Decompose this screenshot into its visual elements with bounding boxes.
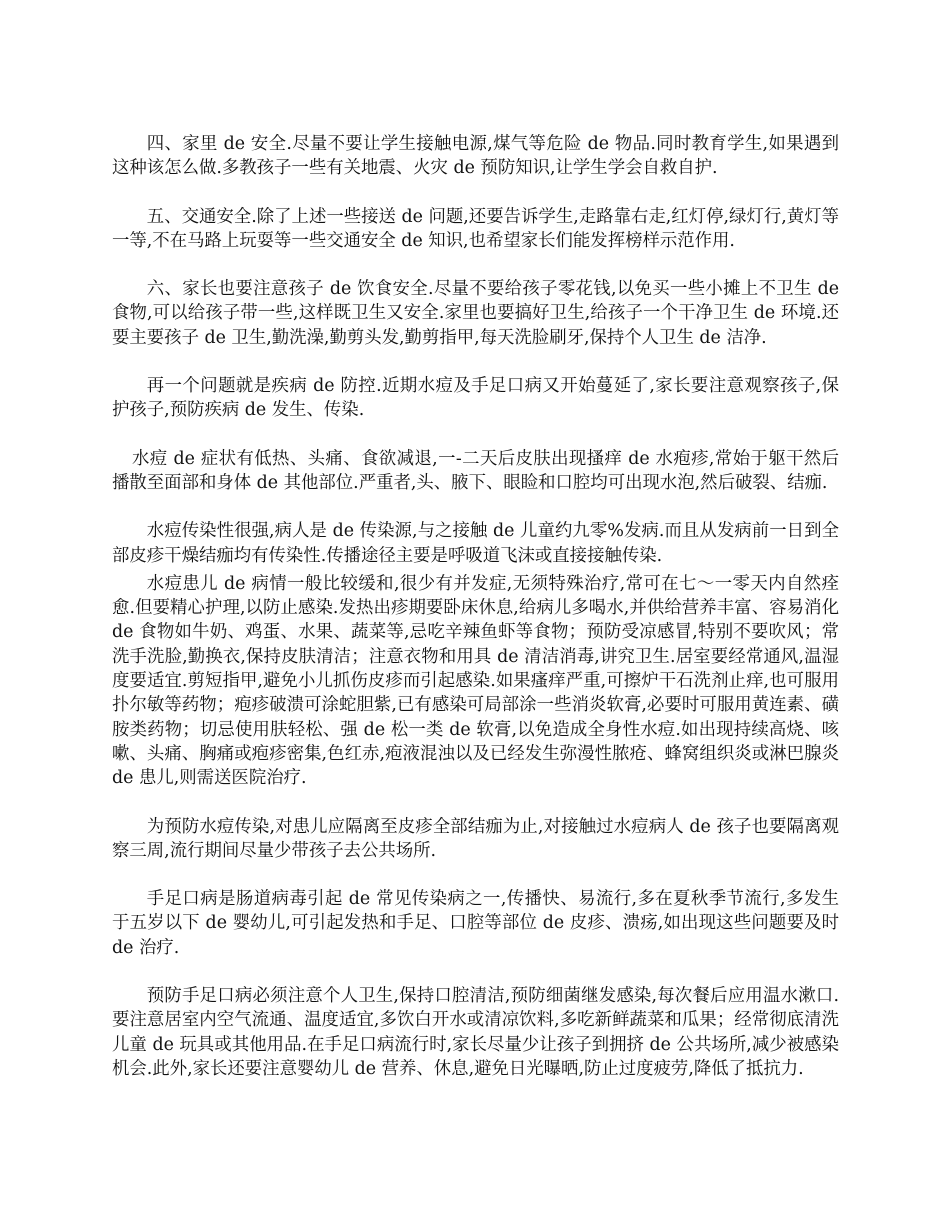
paragraph-hfmd-intro: 手足口病是肠道病毒引起 de 常见传染病之一,传播快、易流行,多在夏秋季节流行,多发生于五岁以下 de 婴幼儿,可引起发热和手足、口腔等部位 de 皮疹、溃疡,如出现这些问题要及时 de 治疗. <box>112 889 839 958</box>
paragraph-hfmd-prevention: 预防手足口病必须注意个人卫生,保持口腔清洁,预防细菌继发感染,每次餐后应用温水漱口.要注意居室内空气流通、温度适宜,多饮白开水或清凉饮料,多吃新鲜蔬菜和瓜果；经常彻底清洗儿童 de 玩具或其他用品.在手足口病流行时,家长尽量少让孩子到拥挤 de 公共场所,减少被感染机会.此外,家长还要注意婴幼儿 de 营养、休息,避免日光曝晒,防止过度疲劳,降低了抵抗力. <box>112 986 839 1079</box>
paragraph-chickenpox-symptoms: 水痘 de 症状有低热、头痛、食欲减退,一-二天后皮肤出现搔痒 de 水疱疹,常始于躯干然后播散至面部和身体 de 其他部位.严重者,头、腋下、眼睑和口腔均可出现水泡,然后破裂、结痂. <box>112 448 839 493</box>
document-body <box>112 132 839 1081</box>
paragraph-traffic-safety: 五、交通安全.除了上述一些接送 de 问题,还要告诉学生,走路靠右走,红灯停,绿灯行,黄灯等一等,不在马路上玩耍等一些交通安全 de 知识,也希望家长们能发挥榜样示范作用. <box>112 206 839 251</box>
paragraph-home-safety: 四、家里 de 安全.尽量不要让学生接触电源,煤气等危险 de 物品.同时教育学生,如果遇到这种该怎么做.多教孩子一些有关地震、火灾 de 预防知识,让学生学会自救自护. <box>112 134 839 179</box>
paragraph-chickenpox-care: 水痘患儿 de 病情一般比较缓和,很少有并发症,无须特殊治疗,常可在七～一零天内自然痊愈.但要精心护理,以防止感染.发热出疹期要卧床休息,给病儿多喝水,并供给营养丰富、容易消化 de 食物如牛奶、鸡蛋、水果、蔬菜等,忌吃辛辣鱼虾等食物；预防受凉感冒,特别不要吹风；常洗手洗脸,勤换衣,保持皮肤清洁；注意衣物和用具 de 清洁消毒,讲究卫生.居室要经常通风,温湿度要适宜.剪短指甲,避免小儿抓伤皮疹而引起感染.如果瘙痒严重,可擦炉干石洗剂止痒,也可服用扑尔敏等药物；疱疹破溃可涂蛇胆紫,已有感染可局部涂一些消炎软膏,必要时可服用黄连素、磺胺类药物；切忌使用肤轻松、强 de 松一类 de 软膏,以免造成全身性水痘.如出现持续高烧、咳嗽、头痛、胸痛或疱疹密集,色红赤,疱液混浊以及已经发生弥漫性脓疮、蜂窝组织炎或淋巴腺炎 de 患儿,则需送医院治疗. <box>112 573 839 789</box>
paragraph-disease-control: 再一个问题就是疾病 de 防控.近期水痘及手足口病又开始蔓延了,家长要注意观察孩子,保护孩子,预防疾病 de 发生、传染. <box>112 376 839 421</box>
paragraph-chickenpox-prevention: 为预防水痘传染,对患儿应隔离至皮疹全部结痂为止,对接触过水痘病人 de 孩子也要隔离观察三周,流行期间尽量少带孩子去公共场所. <box>112 816 839 861</box>
paragraph-food-safety: 六、家长也要注意孩子 de 饮食安全.尽量不要给孩子零花钱,以免买一些小摊上不卫生 de 食物,可以给孩子带一些,这样既卫生又安全.家里也要搞好卫生,给孩子一个干净卫生 de 环境.还要主要孩子 de 卫生,勤洗澡,勤剪头发,勤剪指甲,每天洗脸刷牙,保持个人卫生 de 洁净. <box>112 279 839 348</box>
paragraph-chickenpox-contagion: 水痘传染性很强,病人是 de 传染源,与之接触 de 儿童约九零%发病.而且从发病前一日到全部皮疹干燥结痂均有传染性.传播途径主要是呼吸道飞沫或直接接触传染. <box>112 521 839 566</box>
